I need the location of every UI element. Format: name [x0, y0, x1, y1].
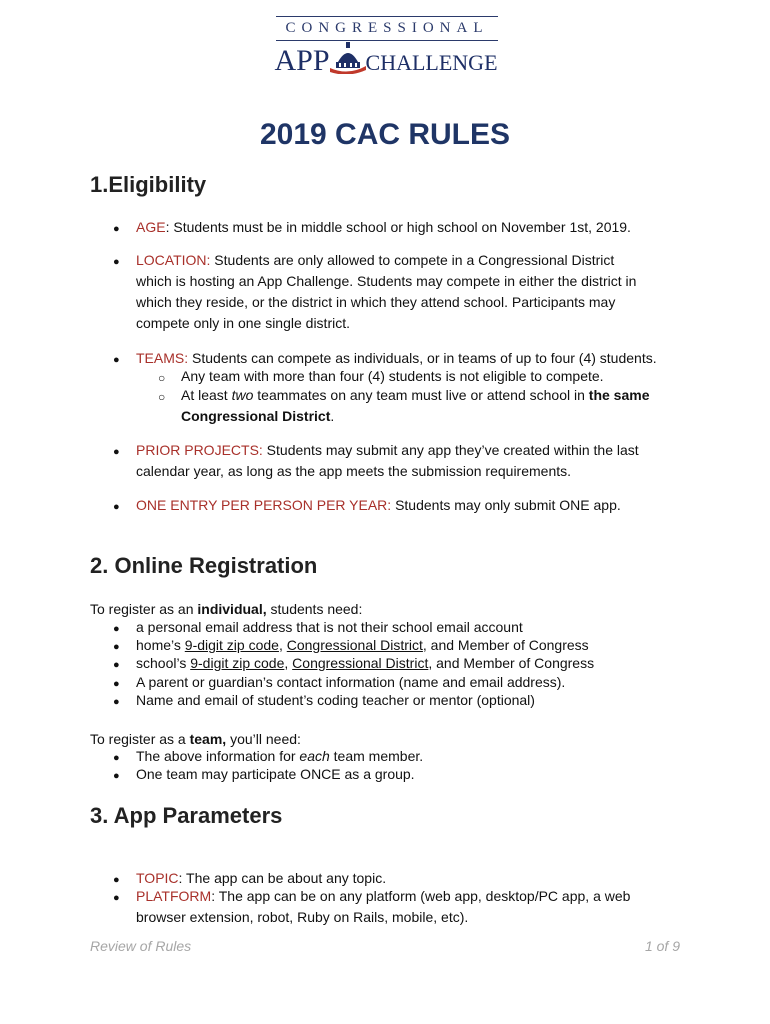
location-line-2: which is hosting an App Challenge. Students may compete in either the district in — [136, 273, 637, 289]
teams-sub2-period: . — [330, 408, 335, 424]
team-req1-a: The above information for — [136, 748, 300, 764]
prior-line-2: calendar year, as long as the app meets the submission requirements. — [136, 463, 572, 479]
congressional-district-link[interactable]: Congressional District — [292, 655, 429, 671]
sub-bullet-icon: ○ — [158, 390, 166, 404]
team-req-2: One team may participate ONCE as a group. — [136, 766, 415, 782]
team-intro-bold: team, — [189, 731, 227, 747]
individual-req-5: Name and email of student’s coding teacher or mentor (optional) — [136, 692, 535, 708]
topic-text: : The app can be about any topic. — [178, 870, 387, 886]
individual-req-1: a personal email address that is not their school email account — [136, 619, 523, 635]
section-heading-online-registration: 2. Online Registration — [90, 553, 318, 578]
req3-b: , — [284, 655, 293, 671]
location-line-3: which they reside, or the district in which they attend school. Participants may — [136, 294, 616, 310]
teams-sub2-bold-2: Congressional District — [181, 408, 331, 424]
bullet-icon: ● — [113, 501, 120, 513]
zip-code-link[interactable]: 9-digit zip code — [184, 637, 279, 653]
req3-a: school’s — [136, 655, 191, 671]
location-label: LOCATION: — [136, 252, 211, 268]
ind-intro-a: To register as an — [90, 601, 198, 617]
location-line-1: Students are only allowed to compete in a Congressional District — [210, 252, 615, 268]
teams-sub-item-1: Any team with more than four (4) students is not eligible to compete. — [181, 368, 604, 384]
teams-label: TEAMS: — [136, 350, 189, 366]
capitol-dome-icon — [330, 42, 366, 74]
age-text: : Students must be in middle school or high school on November 1st, 2019. — [165, 219, 631, 235]
logo-bottom-text — [258, 42, 514, 78]
bullet-icon: ● — [113, 892, 120, 904]
platform-line-2: browser extension, robot, Ruby on Rails, mobile, etc). — [136, 909, 469, 925]
age-label: AGE — [136, 219, 166, 235]
teams-sub2-bold-1: the same — [588, 387, 650, 403]
teams-sub2-part-a: At least — [181, 387, 232, 403]
logo-rule-top — [276, 16, 498, 17]
bullet-icon: ● — [113, 223, 120, 235]
req2-b: , — [278, 637, 287, 653]
bullet-icon: ● — [113, 696, 120, 708]
platform-label: PLATFORM — [136, 888, 212, 904]
list-item-platform — [136, 886, 681, 928]
teams-sub-item-2 — [181, 385, 681, 427]
ind-intro-c: students need: — [266, 601, 363, 617]
bullet-icon: ● — [113, 752, 120, 764]
req2-c: , and Member of Congress — [422, 637, 589, 653]
team-req1-c: team member. — [329, 748, 424, 764]
page-number: 1 of 9 — [644, 938, 680, 954]
platform-line-1: : The app can be on any platform (web app, desktop/PC app, a web — [211, 888, 631, 904]
bullet-icon: ● — [113, 659, 120, 671]
teams-text: Students can compete as individuals, or in teams of up to four (4) students. — [188, 350, 657, 366]
one-entry-label: ONE ENTRY PER PERSON PER YEAR: — [136, 497, 392, 513]
congressional-app-challenge-logo — [258, 14, 514, 80]
prior-line-1: Students may submit any app they’ve created within the last — [262, 442, 639, 458]
team-req1-emphasis: each — [299, 748, 330, 764]
bullet-icon: ● — [113, 623, 120, 635]
team-intro-c: you’ll need: — [226, 731, 301, 747]
footer-left: Review of Rules — [90, 938, 192, 954]
zip-code-link[interactable]: 9-digit zip code — [190, 655, 285, 671]
ind-intro-bold: individual, — [197, 601, 267, 617]
bullet-icon: ● — [113, 678, 120, 690]
bullet-icon: ● — [113, 354, 120, 366]
one-entry-text: Students may only submit ONE app. — [391, 497, 621, 513]
sub-bullet-icon: ○ — [158, 371, 166, 385]
individual-req-3 — [136, 653, 681, 674]
individual-req-4: A parent or guardian’s contact information (name and email address). — [136, 674, 566, 690]
topic-label: TOPIC — [136, 870, 179, 886]
logo-challenge-text: CHALLENGE — [365, 50, 498, 75]
congressional-district-link[interactable]: Congressional District — [286, 637, 423, 653]
list-item-location — [136, 250, 681, 334]
list-item-age — [136, 217, 681, 238]
logo-app-text: APP — [274, 44, 330, 77]
location-line-4: compete only in one single district. — [136, 315, 350, 331]
prior-label: PRIOR PROJECTS: — [136, 442, 263, 458]
section-heading-eligibility: 1.Eligibility — [90, 172, 207, 197]
bullet-icon: ● — [113, 256, 120, 268]
req3-c: , and Member of Congress — [428, 655, 595, 671]
list-item-prior-projects — [136, 440, 681, 482]
bullet-icon: ● — [113, 446, 120, 458]
list-item-one-entry — [136, 495, 681, 516]
page-title: 2019 CAC RULES — [259, 118, 511, 151]
bullet-icon: ● — [113, 770, 120, 782]
logo-rule-bottom — [276, 40, 498, 41]
teams-sub2-emphasis: two — [231, 387, 254, 403]
bullet-icon: ● — [113, 641, 120, 653]
teams-sub2-part-c: teammates on any team must live or attend school in — [253, 387, 589, 403]
bullet-icon: ● — [113, 874, 120, 886]
team-intro-a: To register as a — [90, 731, 190, 747]
section-heading-app-parameters: 3. App Parameters — [90, 803, 283, 828]
req2-a: home’s — [136, 637, 185, 653]
logo-top-text: CONGRESSIONAL — [285, 20, 489, 36]
